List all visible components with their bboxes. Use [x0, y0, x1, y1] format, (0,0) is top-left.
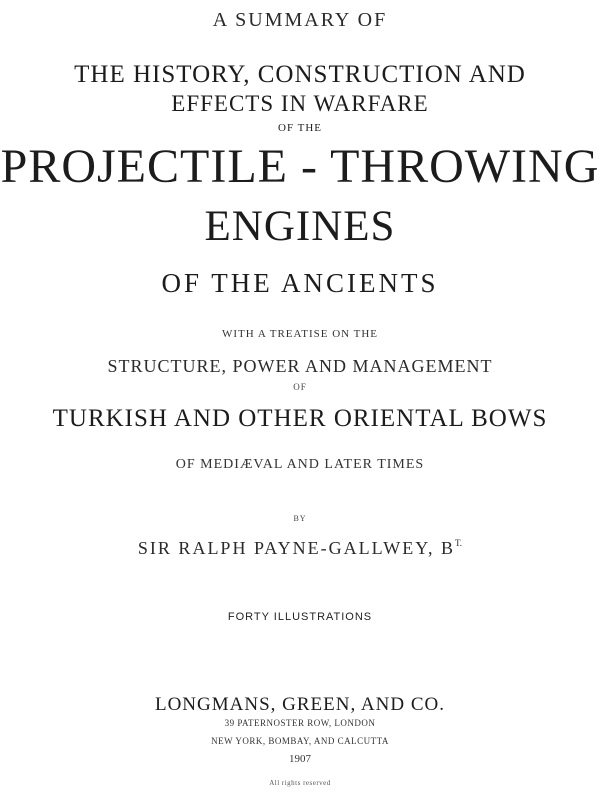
treatise-line: WITH A TREATISE ON THE — [221, 328, 379, 340]
author-name: SIR RALPH PAYNE-GALLWEY, B — [137, 538, 455, 558]
of-the-small: OF THE — [278, 122, 322, 134]
bows-line: TURKISH AND OTHER ORIENTAL BOWS — [52, 405, 548, 432]
author-suffix: T. — [454, 538, 463, 548]
year-line: 1907 — [289, 753, 311, 765]
main-title-line-2: ENGINES — [204, 203, 396, 250]
medieval-line: OF MEDIÆVAL AND LATER TIMES — [175, 457, 425, 472]
address-line-2: NEW YORK, BOMBAY, AND CALCUTTA — [211, 736, 389, 746]
main-title-line-1: PROJECTILE - THROWING — [0, 140, 600, 193]
structure-line: STRUCTURE, POWER AND MANAGEMENT — [107, 356, 493, 376]
subtitle-summary: A SUMMARY OF — [212, 9, 388, 31]
illustrations-line: FORTY ILLUSTRATIONS — [227, 611, 373, 623]
subtitle-history: THE HISTORY, CONSTRUCTION AND — [74, 61, 526, 88]
rights-line: All rights reserved — [269, 779, 331, 787]
of-small-2: OF — [293, 382, 307, 392]
subtitle-ancients: OF THE ANCIENTS — [161, 268, 439, 298]
by-label: BY — [293, 514, 307, 523]
publisher-line: LONGMANS, GREEN, AND CO. — [154, 694, 445, 715]
address-line-1: 39 PATERNOSTER ROW, LONDON — [224, 718, 376, 728]
subtitle-effects: EFFECTS IN WARFARE — [171, 91, 429, 116]
author-line — [0, 539, 600, 557]
